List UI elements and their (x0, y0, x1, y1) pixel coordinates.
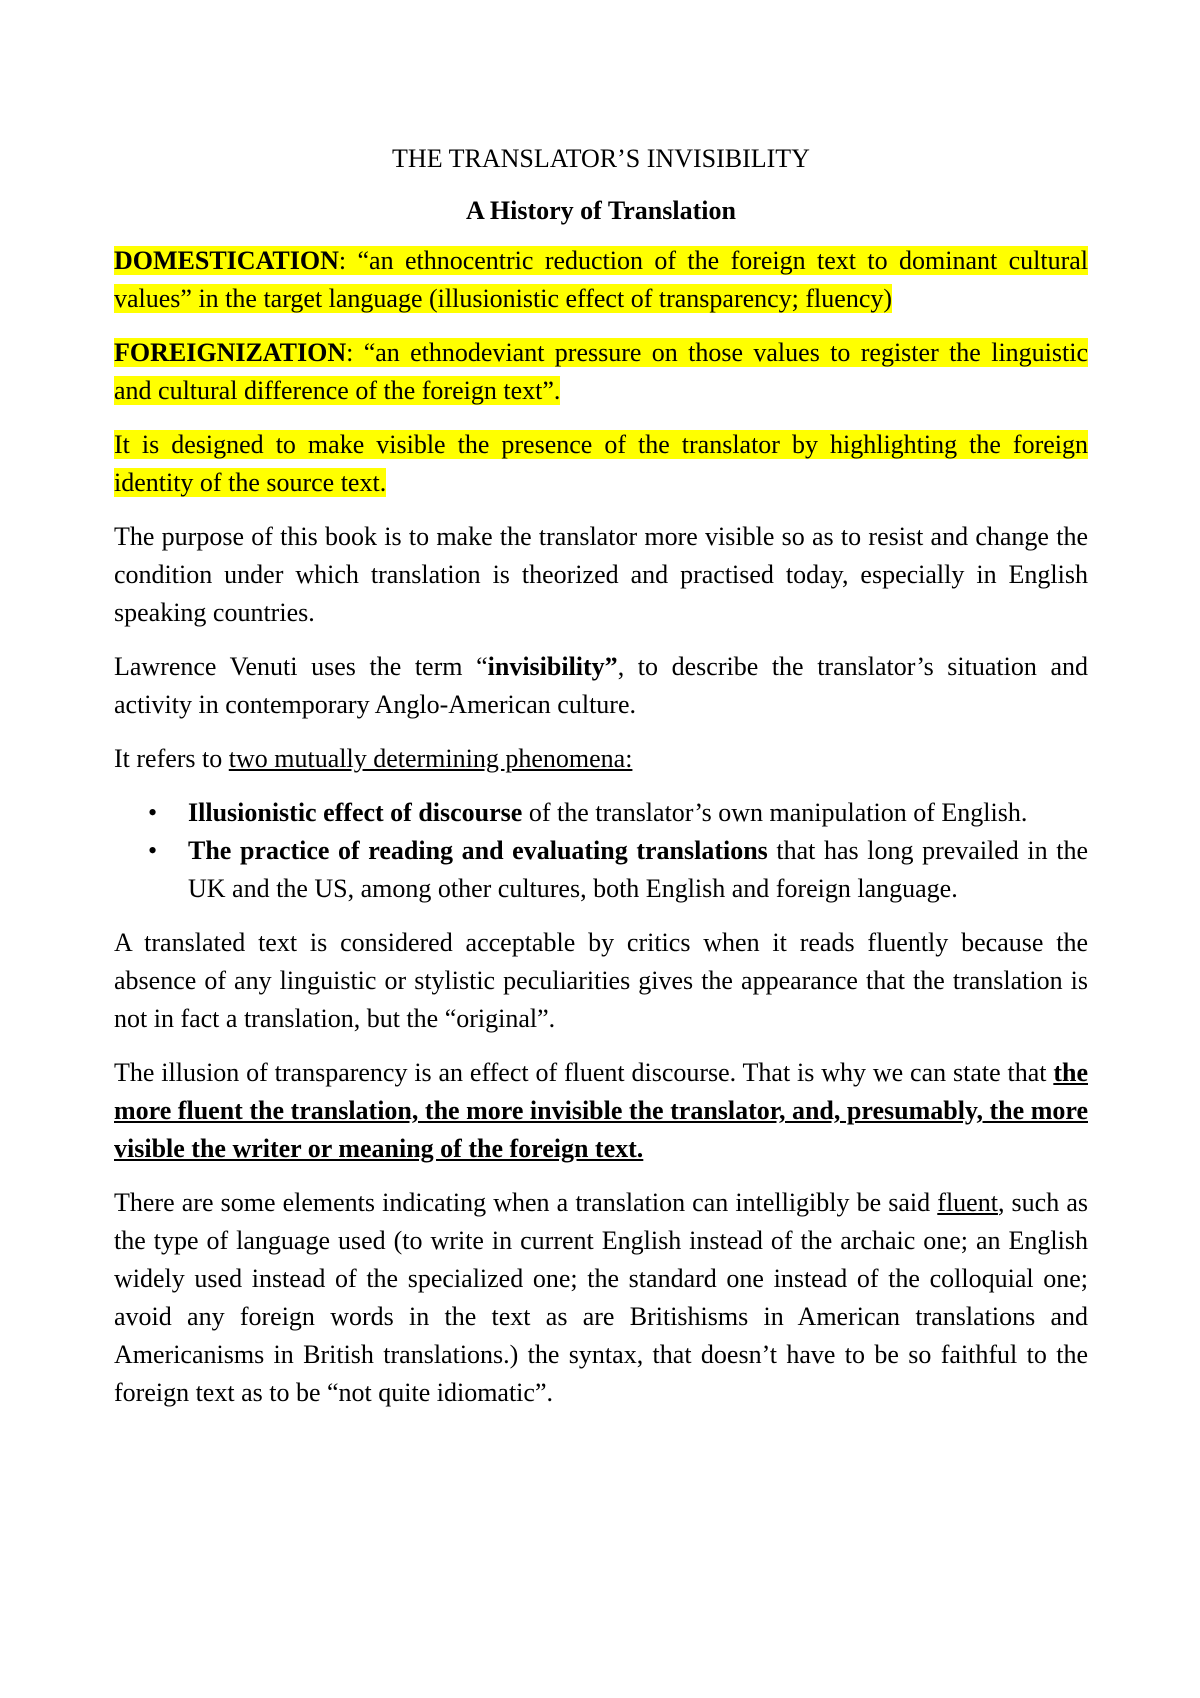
domestication-term: DOMESTICATION (114, 246, 339, 275)
purpose-paragraph: The purpose of this book is to make the translator more visible so as to resist and change the condition under which translation is theorized and practised today, especially in English speaking countries. (114, 522, 1088, 627)
foreignization-paragraph (114, 334, 1088, 410)
bullet-icon: • (148, 836, 158, 865)
domestication-paragraph (114, 242, 1088, 318)
page-title: THE TRANSLATOR’S INVISIBILITY (392, 144, 810, 173)
fluent-underlined: fluent (937, 1188, 998, 1217)
refers-paragraph (114, 740, 1088, 778)
illusion-text-before: The illusion of transparency is an effect of fluent discourse. That is why we can state that (114, 1058, 1054, 1087)
domestication-definition: : “an ethnocentric reduction of the foreign text to dominant cultural values” in the target language (illusionistic effect of transparency; fluency) (114, 246, 1088, 313)
designed-text: It is designed to make visible the presence of the translator by highlighting the foreign identity of the source text. (114, 430, 1088, 497)
list-item (148, 794, 1088, 832)
bullet-icon: • (148, 798, 158, 827)
bullet-bold-text: The practice of reading and evaluating translations (188, 836, 768, 865)
invisibility-term: invisibility” (487, 652, 618, 681)
bullet-text: that has long prevailed in the UK and the US, among other cultures, both English and foreign language. (188, 836, 1088, 903)
refers-text-before: It refers to (114, 744, 229, 773)
illusion-emphasis: the more fluent the translation, the more invisible the translator, and, presumably, the more visible the writer or meaning of the foreign text. (114, 1058, 1088, 1163)
elements-text-after: , such as the type of language used (to write in current English instead of the archaic one; an English widely used instead of the specialized one; the standard one instead of the colloquial one; avoid any foreign words in the text as are Britishisms in American translations and Americanisms in British translations.) the syntax, that doesn’t have to be so faithful to the foreign text as to be “not quite idiomatic”. (114, 1188, 1088, 1407)
foreignization-term: FOREIGNIZATION (114, 338, 347, 367)
designed-paragraph (114, 426, 1088, 502)
page-subtitle: A History of Translation (466, 196, 736, 225)
bullet-bold-text: Illusionistic effect of discourse (188, 798, 523, 827)
venuti-paragraph (114, 648, 1088, 724)
foreignization-definition: : “an ethnodeviant pressure on those values to register the linguistic and cultural difference of the foreign text”. (114, 338, 1088, 405)
phenomena-underlined: two mutually determining phenomena: (228, 744, 633, 773)
venuti-text-before: Lawrence Venuti uses the term “ (114, 652, 488, 681)
elements-text-before: There are some elements indicating when a translation can intelligibly be said (114, 1188, 938, 1217)
illusion-paragraph (114, 1054, 1088, 1168)
venuti-text-after: , to describe the translator’s situation and activity in contemporary Anglo-American culture. (114, 652, 1088, 719)
acceptable-paragraph: A translated text is considered acceptable by critics when it reads fluently because the absence of any linguistic or stylistic peculiarities gives the appearance that the translation is not in fact a translation, but the “original”. (114, 928, 1088, 1033)
elements-paragraph (114, 1184, 1088, 1412)
list-item (148, 832, 1088, 908)
bullet-text: of the translator’s own manipulation of English. (522, 798, 1028, 827)
phenomena-list (114, 794, 1088, 908)
document-body (114, 140, 1088, 1428)
